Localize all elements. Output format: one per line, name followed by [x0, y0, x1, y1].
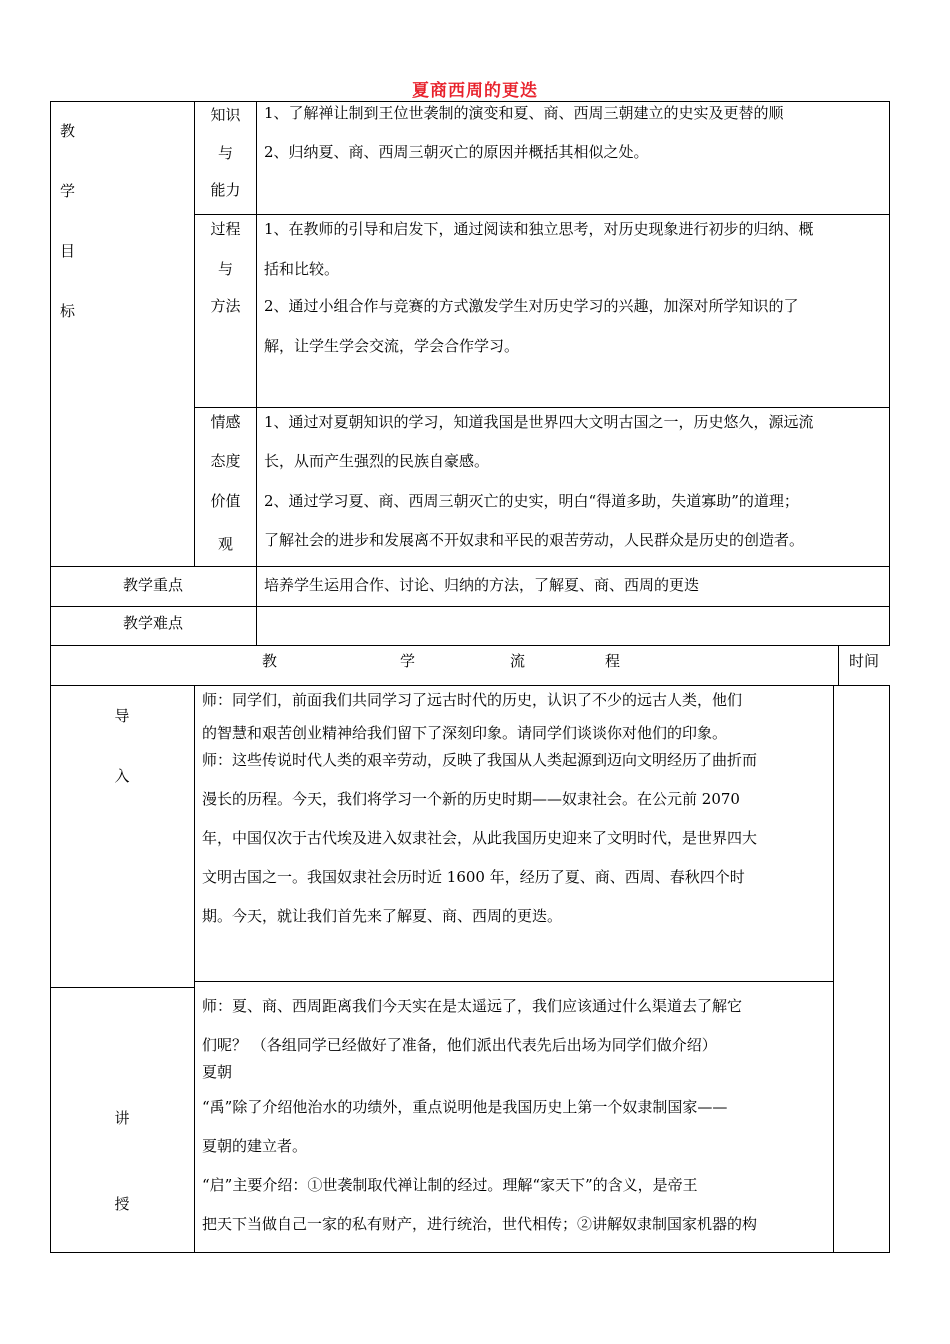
process-label-divider: [194, 685, 195, 1253]
objectives-label-char: 标: [60, 302, 76, 320]
knowledge-text-line: 1、了解禅让制到王位世袭制的演变和夏、商、西周三朝建立的史实及更替的顺: [264, 104, 784, 122]
key-point-label: 教学重点: [122, 576, 183, 594]
knowledge-label-line: 能力: [210, 181, 241, 199]
knowledge-label-line: 与: [217, 144, 233, 162]
row-divider-difficulty: [50, 645, 890, 646]
row-divider-knowledge: [194, 214, 890, 215]
key-point-text: 培养学生运用合作、讨论、归纳的方法，了解夏、商、西周的更迭: [264, 576, 700, 594]
process-text-line: 括和比较。: [264, 260, 340, 278]
process-text-line: 1、在教师的引导和启发下，通过阅读和独立思考，对历史现象进行初步的归纳、概: [264, 220, 814, 238]
lecture-line: “禹”除了介绍他治水的功绩外，重点说明他是我国历史上第一个奴隶制国家——: [202, 1098, 728, 1116]
emotion-label-line: 态度: [210, 452, 241, 470]
lecture-line: 师：夏、商、西周距离我们今天实在是太遥远了，我们应该通过什么渠道去了解它: [202, 997, 743, 1015]
row-divider-process: [194, 407, 890, 408]
process-text-line: 解，让学生学会交流，学会合作学习。: [264, 337, 520, 355]
process-text-line: 2、通过小组合作与竞赛的方式激发学生对历史学习的兴趣，加深对所学知识的了: [264, 297, 799, 315]
intro-line: 文明古国之一。我国奴隶社会历时近 1600 年，经历了夏、商、西周、春秋四个时: [202, 868, 745, 886]
time-header: 时间: [848, 652, 879, 670]
process-label-line: 方法: [210, 297, 241, 315]
intro-paragraph: [202, 681, 757, 936]
intro-line: 师：这些传说时代人类的艰辛劳动，反映了我国从人类起源到迈向文明经历了曲折而: [202, 751, 758, 769]
emotion-text-line: 了解社会的进步和发展离不开奴隶和平民的艰苦劳动，人民群众是历史的创造者。: [264, 531, 805, 549]
knowledge-label-line: 知识: [210, 106, 241, 124]
document-title: 夏商西周的更迭: [412, 81, 538, 101]
emotion-label-line: 价值: [210, 492, 241, 510]
process-header-char: 教: [262, 652, 278, 670]
row-divider-keypoint: [50, 606, 890, 607]
emotion-text-line: 1、通过对夏朝知识的学习，知道我国是世界四大文明古国之一，历史悠久，源远流: [264, 413, 814, 431]
emotion-label-line: 观: [217, 535, 233, 553]
intro-line: 年，中国仅次于古代埃及进入奴隶社会，从此我国历史迎来了文明时代，是世界四大: [202, 829, 758, 847]
intro-lecture-divider-left: [50, 987, 194, 988]
lecture-paragraph: [202, 987, 757, 1244]
emotion-text-line: 2、通过学习夏、商、西周三朝灭亡的史实，明白“得道多助，失道寡助”的道理；: [264, 492, 799, 510]
intro-line: 师：同学们，前面我们共同学习了远古时代的历史，认识了不少的远古人类，他们: [202, 691, 743, 709]
lecture-line: “启”主要介绍：①世袭制取代禅让制的经过。理解“家天下”的含义，是帝王: [202, 1176, 698, 1194]
emotion-label-line: 情感: [210, 413, 241, 431]
intro-line: 漫长的历程。今天，我们将学习一个新的历史时期——奴隶社会。在公元前 2070: [202, 790, 740, 808]
lecture-line: 们呢？ （各组同学已经做好了准备，他们派出代表先后出场为同学们做介绍）: [202, 1036, 717, 1054]
lecture-label-char: 授: [114, 1195, 130, 1213]
process-label-line: 过程: [210, 220, 241, 238]
objectives-label-char: 学: [60, 182, 76, 200]
lecture-label-char: 讲: [114, 1109, 130, 1127]
intro-lecture-divider-right: [194, 981, 833, 982]
objectives-label-char: 教: [60, 122, 76, 140]
intro-label-char: 入: [114, 767, 130, 785]
process-header-char: 流: [510, 652, 526, 670]
table-border-right-lower: [889, 685, 890, 1253]
lesson-plan-table: [50, 101, 890, 1253]
intro-line: 期。今天，就让我们首先来了解夏、商、西周的更迭。: [202, 907, 563, 925]
objectives-label-char: 目: [60, 242, 76, 260]
table-border-right-upper: [889, 101, 890, 645]
row-divider-objectives: [50, 566, 890, 567]
difficult-point-label: 教学难点: [122, 614, 183, 632]
knowledge-text-line: 2、归纳夏、商、西周三朝灭亡的原因并概括其相似之处。: [264, 143, 649, 161]
lecture-line: 夏朝: [202, 1063, 233, 1081]
intro-label-char: 导: [114, 707, 130, 725]
table-border-left: [50, 101, 51, 1253]
objectives-divider-2: [256, 101, 257, 645]
table-border-bottom: [50, 1252, 890, 1253]
process-header-char: 程: [605, 652, 621, 670]
lecture-line: 把天下当做自己一家的私有财产，进行统治，世代相传；②讲解奴隶制国家机器的构: [202, 1215, 758, 1233]
lecture-line: 夏朝的建立者。: [202, 1137, 308, 1155]
time-column-divider: [833, 685, 834, 1253]
emotion-text-line: 长，从而产生强烈的民族自豪感。: [264, 452, 490, 470]
process-header-char: 学: [400, 652, 416, 670]
process-label-line: 与: [217, 260, 233, 278]
table-border-top: [50, 101, 890, 102]
intro-line: 的智慧和艰苦创业精神给我们留下了深刻印象。请同学们谈谈你对他们的印象。: [202, 724, 728, 742]
